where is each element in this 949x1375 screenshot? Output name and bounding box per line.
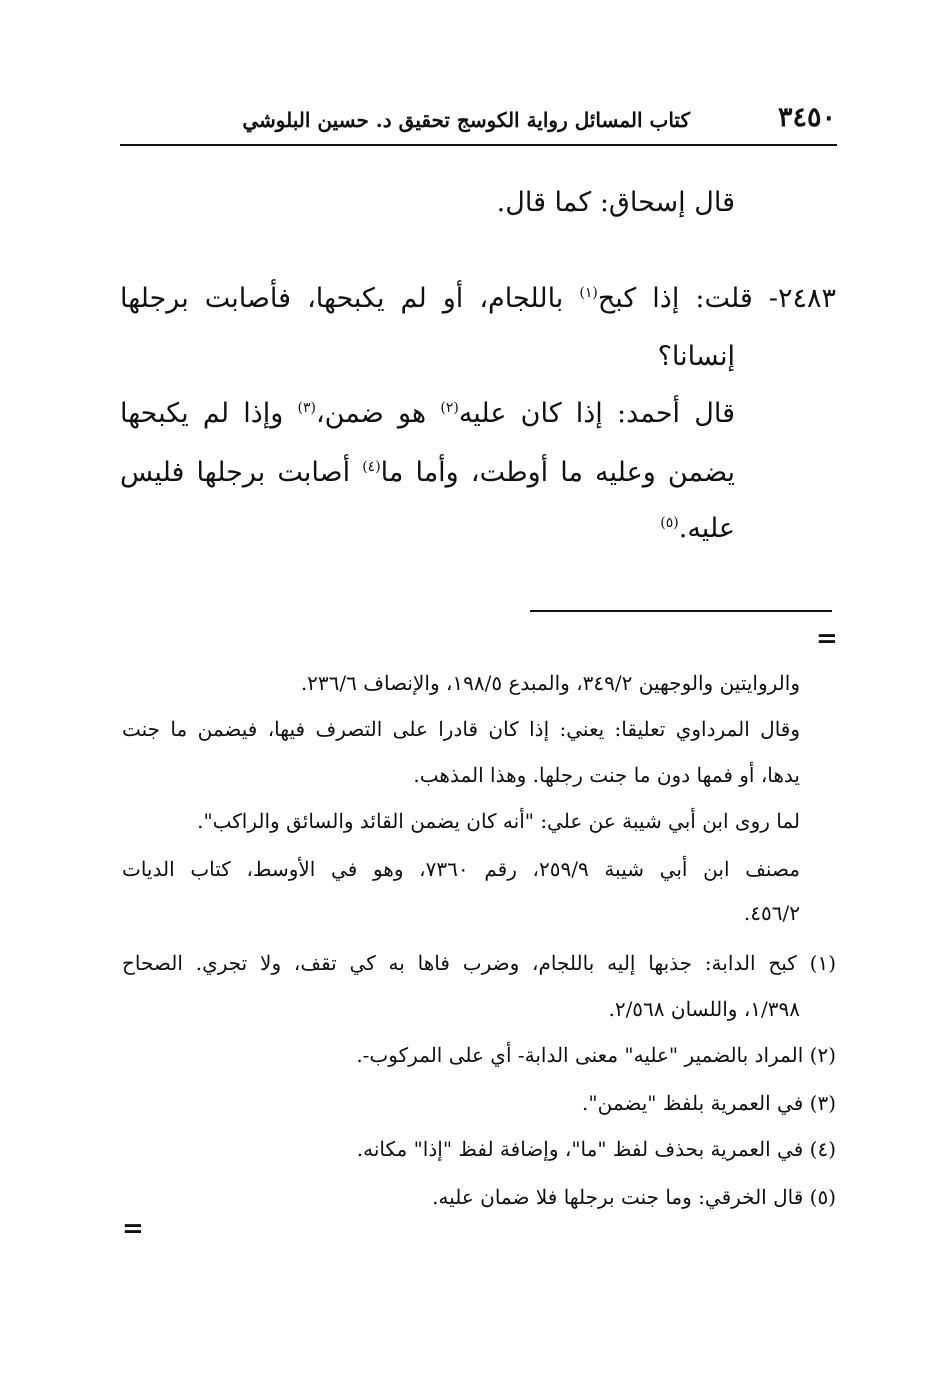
- header-rule: [120, 144, 837, 146]
- answer-line-3: عليه.$^{(٥)}$: [660, 513, 735, 544]
- footnote-1: (١) كبح الدابة: جذبها إليه باللجام، وضرب فاها به كي تقف، ولا تجري. الصحاح: [122, 951, 836, 975]
- footnote-4: (٤) في العمرية بحذف لفظ "ما"، وإضافة لفظ "إذا" مكانه.: [356, 1137, 836, 1161]
- footnote-5: (٥) قال الخرقي: وما جنت برجلها فلا ضمان عليه.: [432, 1185, 836, 1209]
- question-line-2: إنسانا؟: [657, 341, 735, 372]
- page-number: ٣٤٥٠: [777, 102, 836, 133]
- continued-footnote-line-2: وقال المرداوي تعليقا: يعني: إذا كان قادرا على التصرف فيها، فيضمن ما جنت: [122, 717, 800, 741]
- issue-number: ٢٤٨٣-: [768, 283, 836, 314]
- page-header: [120, 98, 836, 144]
- footnote-1-cont: ١/٣٩٨، واللسان ٢/٥٦٨.: [608, 997, 800, 1021]
- answer-line-1: قال أحمد: إذا كان عليه$^{(٢)}$ هو ضمن،$^{(٣)}$ وإذا لم يكبحها: [120, 398, 735, 429]
- footnote-separator: [530, 610, 832, 612]
- footnote-ref-1: (١): [579, 285, 598, 301]
- question-line-1: ٢٤٨٣- قلت: إذا كبح$^{(١)}$ باللجام، أو لم يكبحها، فأصابت برجلها: [120, 283, 836, 314]
- continuation-mark-bottom: =: [122, 1214, 144, 1244]
- continued-footnote-line-6: ٤٥٦/٢.: [743, 901, 800, 925]
- footnote-ref-2: (٢): [440, 400, 459, 416]
- footnote-ref-5: (٥): [660, 515, 679, 531]
- answer-line-2: يضمن وعليه ما أوطت، وأما ما$^{(٤)}$ أصابت برجلها فليس: [120, 457, 735, 488]
- footnote-3: (٣) في العمرية بلفظ "يضمن".: [582, 1091, 836, 1115]
- running-title: كتاب المسائل رواية الكوسج تحقيق د. حسين البلوشي: [242, 108, 690, 132]
- continuation-mark-top: =: [816, 624, 838, 654]
- continued-footnote-line-1: والروايتين والوجهين ٣٤٩/٢، والمبدع ١٩٨/٥، والإنصاف ٢٣٦/٦.: [300, 671, 800, 695]
- continued-footnote-line-3: يدها، أو فمها دون ما جنت رجلها. وهذا المذهب.: [413, 763, 800, 787]
- footnote-ref-4: (٤): [362, 459, 381, 475]
- continued-footnote-line-5: مصنف ابن أبي شيبة ٢٥٩/٩، رقم ٧٣٦٠، وهو في الأوسط، كتاب الديات: [122, 857, 800, 881]
- footnote-2: (٢) المراد بالضمير "عليه" معنى الدابة- أي على المركوب-.: [356, 1043, 836, 1067]
- ishaq-line: قال إسحاق: كما قال.: [496, 187, 735, 218]
- continued-footnote-line-4: لما روى ابن أبي شيبة عن علي: "أنه كان يضمن القائد والسائق والراكب".: [197, 809, 800, 833]
- footnote-ref-3: (٣): [297, 400, 316, 416]
